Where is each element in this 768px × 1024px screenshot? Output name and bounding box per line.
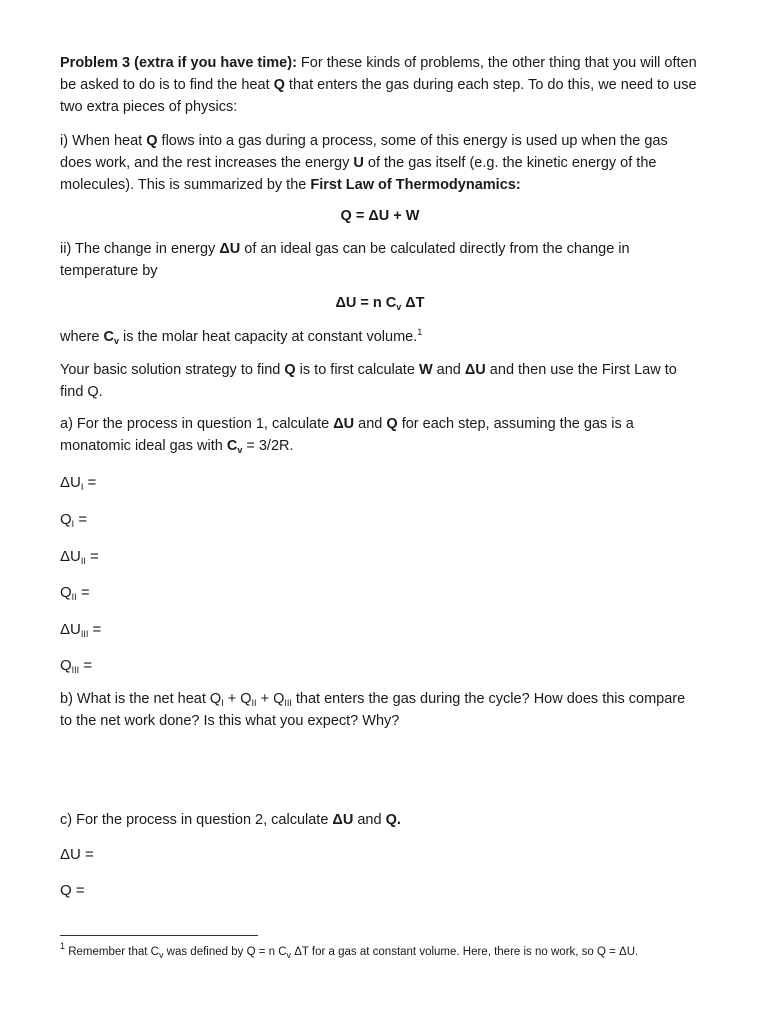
answer-q-2: $Q_{II}$ = (60, 584, 90, 602)
where-line: where $C_v$ is the molar heat capacity at constant volume.$^1$ (60, 327, 423, 346)
footnote: $^1$ Remember that $C_v$ was defined by Q = n $C_v$ ΔT for a gas at constant volume. Here, there is no work, so Q = ΔU. (60, 941, 639, 960)
part-b-question: b) What is the net heat $Q_I + Q_{II} + Q_{III}$ that enters the gas during the cycle? How does this compare to the net work done? Is this what you expect? Why? (60, 691, 686, 729)
part-i-paragraph: i) When heat Q flows into a gas during a process, some of this energy is used up when the gas does work, and the rest increases the energy U of the gas itself (e.g. the kinetic energy of the molecules). This is summarized by the First Law of Thermodynamics: (60, 133, 668, 193)
part-ii-paragraph: ii) The change in energy ΔU of an ideal gas can be calculated directly from the change in temperature by (60, 241, 630, 279)
footnote-ref: 1 (417, 327, 423, 337)
answer-q-3: $Q_{III}$ = (60, 657, 93, 675)
answer-delta-u-1: $\Delta U_I$ = (60, 474, 97, 492)
answer-c-q: Q = (60, 882, 85, 899)
part-a-question: a) For the process in question 1, calculate ΔU and Q for each step, assuming the gas is a monatomic ideal gas with $C_v = 3/2R$. (60, 416, 634, 455)
first-law-equation: Q = ΔU + W (340, 208, 420, 224)
energy-equation: ΔU = n $C_v$ ΔT (335, 295, 425, 312)
answer-c-delta-u: ΔU = (60, 846, 94, 863)
answer-delta-u-2: $\Delta U_{II}$ = (60, 548, 99, 566)
footnote-divider (60, 935, 258, 936)
problem-intro: Problem 3 (extra if you have time): For these kinds of problems, the other thing that you will often be asked to do is to find the heat Q that enters the gas during each step. To do this, we need to use two extra pieces of physics: (60, 55, 697, 115)
problem-heading: Problem 3 (extra if you have time): (60, 55, 297, 71)
answer-delta-u-3: $\Delta U_{III}$ = (60, 621, 102, 639)
part-c-question: c) For the process in question 2, calculate ΔU and Q. (60, 812, 401, 828)
answer-q-1: $Q_I$ = (60, 511, 88, 529)
strategy-paragraph: Your basic solution strategy to find Q is to first calculate W and ΔU and then use the First Law to find Q. (60, 362, 677, 400)
